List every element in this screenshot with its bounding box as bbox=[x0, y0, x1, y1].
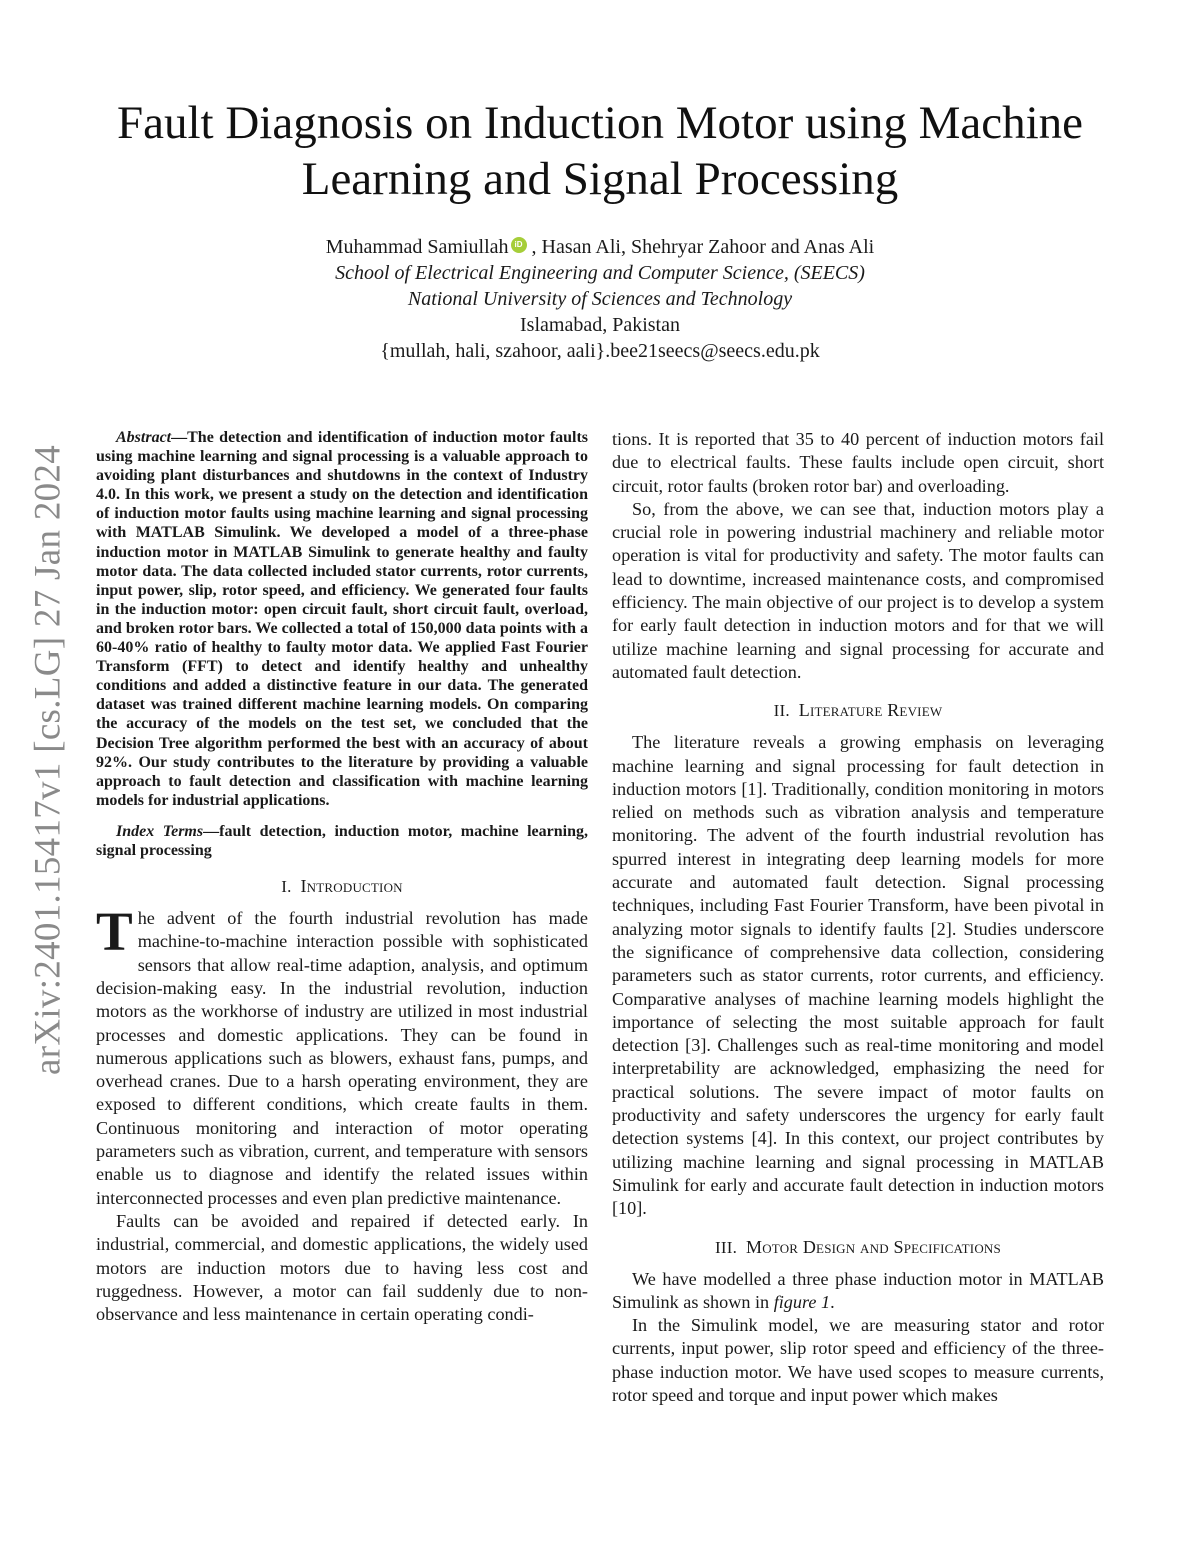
literature-paragraph-1: The literature reveals a growing emphasis on leveraging machine learning and signal processing for fault detection in induction motors [1]. Traditionally, condition monitoring in motors relied on methods such as vibration analysis and temperature monitoring. The advent of the fourth industrial revolution has spurred interest in integrating deep learning models for more accurate and automated fault detection. Signal processing techniques, including Fast Fourier Transform, have been pivotal in analyzing motor signals to identify faults [2]. Studies underscore the significance of comprehensive data collection, considering parameters such as stator currents, rotor currents, and efficiency. Comparative analyses of machine learning models highlight the importance of selecting the most suitable approach for fault detection [3]. Challenges such as real-time monitoring and model interpretability are acknowledged, emphasizing the need for practical solutions. The severe impact of motor faults on productivity and safety underscores the urgency for early fault detection systems [4]. In this context, our project contributes by utilizing machine learning and signal processing in MATLAB Simulink for early and accurate fault detection in induction motors [10]. bbox=[612, 732, 1104, 1219]
drop-cap: T bbox=[96, 901, 133, 963]
motor-design-paragraph-2: In the Simulink model, we are measuring stator and rotor currents, input power, slip rotor speed and efficiency of the three-phase induction motor. We have used scopes to measure currents, rotor speed and torque and input power which makes bbox=[612, 1315, 1104, 1405]
arxiv-identifier-text: arXiv:2401.15417v1 [cs.LG] 27 Jan 2024 bbox=[27, 444, 69, 1076]
section-title: Literature Review bbox=[798, 700, 943, 721]
author-emails: {mullah, hali, szahoor, aali}.bee21seecs@seecs.edu.pk bbox=[380, 340, 820, 362]
section-heading-motor-design bbox=[612, 1237, 1104, 1258]
figure-reference-link[interactable]: figure 1 bbox=[773, 1291, 831, 1312]
motor-design-text-end: . bbox=[830, 1291, 835, 1312]
motor-design-paragraph-1 bbox=[612, 1268, 1104, 1315]
arxiv-side-identifier bbox=[22, 425, 74, 1095]
index-terms-text: —fault detection, induction motor, machine learning, signal processing bbox=[96, 822, 589, 859]
section-number: I. bbox=[281, 877, 292, 897]
intro-paragraph-3: So, from the above, we can see that, induction motors play a crucial role in powering industrial machinery and reliable motor operation is vital for productivity and safety. The motor faults can lead to downtime, increased maintenance costs, and compromised efficiency. The main objective of our project is to develop a system for early fault detection in induction motors and for that we will utilize machine learning and signal processing for accurate and automated fault detection. bbox=[612, 498, 1104, 682]
section-heading-literature-review bbox=[612, 700, 1104, 721]
motor-design-text: We have modelled a three phase induction motor in MATLAB Simulink as shown in bbox=[612, 1268, 1104, 1312]
author-university: National University of Sciences and Technology bbox=[407, 288, 793, 310]
index-terms-label: Index Terms bbox=[116, 822, 204, 840]
section-title: Motor Design and Specifications bbox=[746, 1236, 1001, 1257]
intro-paragraph-2: Faults can be avoided and repaired if detected early. In industrial, commercial, and domestic applications, the widely used motors are induction motors due to having less cost and ruggedness. However, a motor can fail suddenly due to non-observance and less maintenance in certain operating condi- bbox=[96, 1210, 588, 1325]
abstract-text: —The detection and identification of induction motor faults using machine learning and signal processing is a valuable approach to avoiding plant disturbances and shutdowns in the context of Industry 4.0. In this work, we present a study on the detection and identification of induction motor faults using machine learning and signal processing with MATLAB Simulink. We developed a model of a three-phase induction motor in MATLAB Simulink to generate healthy and faulty motor data. The data collected included stator currents, rotor currents, input power, slip, rotor speed, and efficiency. We generated four faults in the induction motor: open circuit fault, short circuit fault, overload, and broken rotor bars. We collected a total of 150,000 data points with a 60-40% ratio of healthy to faulty motor data. We applied Fast Fourier Transform (FFT) to detect and identify healthy and unhealthy conditions and added a distinctive feature in our data. The generated dataset was trained different machine learning models. On comparing the accuracy of the models on the test set, we concluded that the Decision Tree algorithm performed the best with an accuracy of about 92%. Our study contributes to the literature by providing a valuable approach to fault detection and classification with machine learning models for industrial applications. bbox=[96, 429, 588, 809]
author-school: School of Electrical Engineering and Computer Science, (SEECS) bbox=[335, 262, 865, 284]
left-column bbox=[96, 428, 588, 1326]
author-block bbox=[0, 234, 1200, 364]
orcid-icon[interactable]: iD bbox=[511, 237, 527, 253]
section-heading-introduction bbox=[96, 876, 588, 897]
abstract-label: Abstract bbox=[116, 429, 172, 446]
intro-paragraph-1-text: he advent of the fourth industrial revolution has made machine-to-machine interaction possible with sophisticated sensors that allow real-time adaption, analysis, and optimum decision-making easy. In the industrial revolution, induction motors as the workhorse of industry are utilized in most industrial processes and domestic applications. They can be found in numerous applications such as blowers, exhaust fans, pumps, and overhead cranes. Due to a harsh operating environment, they are exposed to different conditions, which create faults in them. Continuous monitoring and interaction of motor operating parameters such as vibration, current, and temperature with sensors enable us to diagnose and identify the related issues within interconnected processes and even plan predictive maintenance. bbox=[96, 908, 588, 1208]
first-author: Muhammad Samiullah bbox=[325, 236, 509, 258]
other-authors: , Hasan Ali, Shehryar Zahoor and Anas Ali bbox=[526, 236, 875, 258]
intro-paragraph-2-continued: tions. It is reported that 35 to 40 percent of induction motors fail due to electrical faults. These faults include open circuit, short circuit, rotor faults (broken rotor bar) and overloading. bbox=[612, 429, 1104, 496]
author-line bbox=[0, 234, 1200, 260]
section-number: II. bbox=[773, 701, 790, 721]
index-terms bbox=[96, 822, 588, 860]
right-column bbox=[612, 428, 1104, 1407]
paper-title: Fault Diagnosis on Induction Motor using Machine Learning and Signal Processing bbox=[116, 97, 1084, 205]
abstract bbox=[96, 428, 588, 810]
author-location: Islamabad, Pakistan bbox=[520, 314, 680, 336]
section-title: Introduction bbox=[300, 876, 403, 897]
intro-paragraph-1 bbox=[96, 901, 588, 1210]
section-number: III. bbox=[715, 1237, 738, 1257]
